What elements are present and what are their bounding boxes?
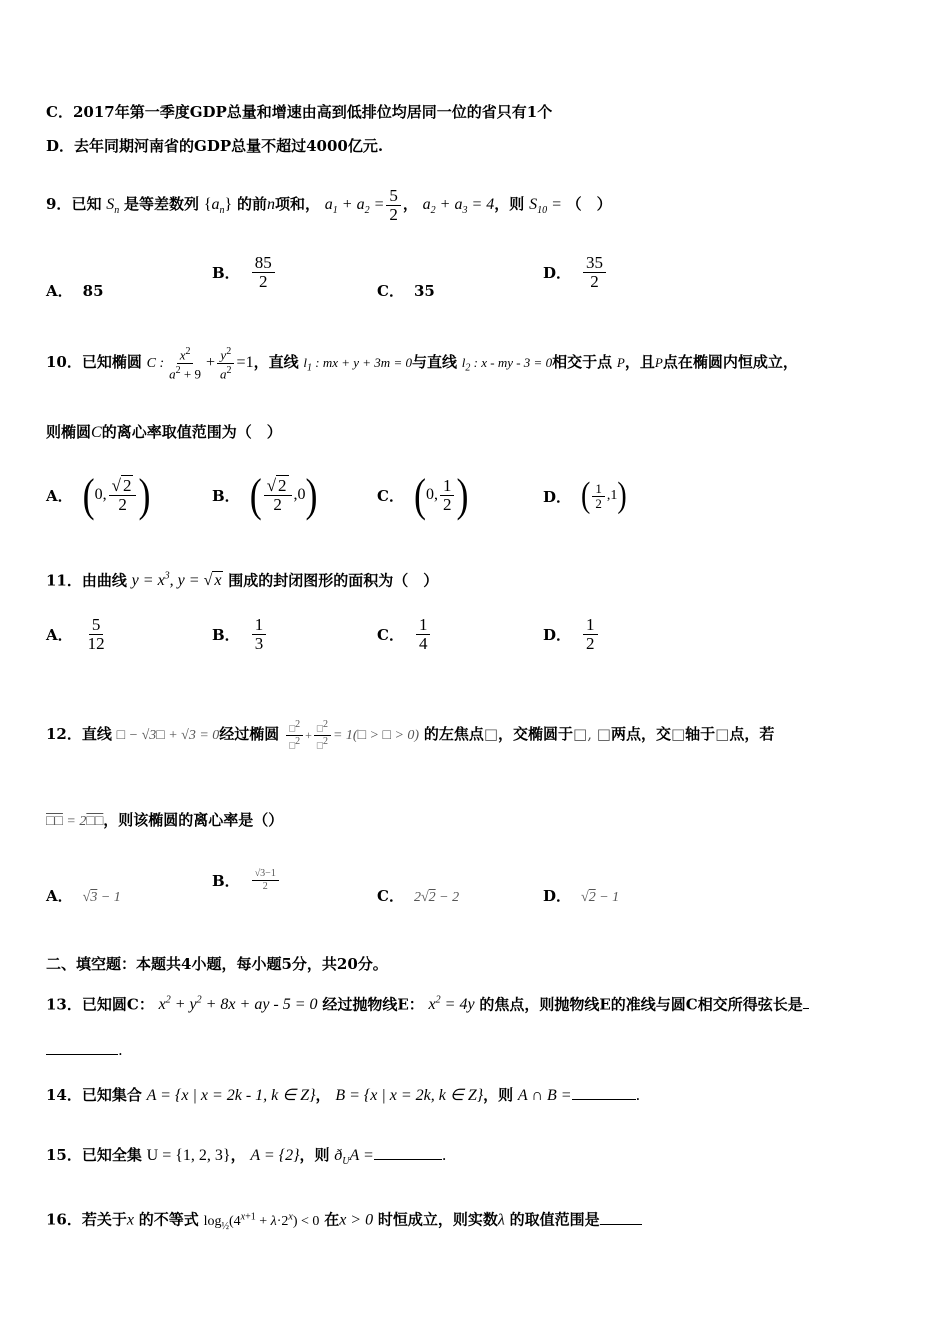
q16-answer-blank[interactable] xyxy=(600,1210,642,1225)
q9-option-d[interactable]: D． $\frac{35}{2}$ xyxy=(543,254,608,291)
math-circle: $x^2 + y^2 + 8x$ + ay - 5 = 0 xyxy=(158,995,318,1014)
q12-option-d[interactable]: D． √2 − 1 xyxy=(543,887,620,905)
q12-stem-2: □□ = 2□□，则该椭圆的离心率是（） xyxy=(46,811,284,829)
math-inequality: $\log_{\frac{1}{2}}(4^{x+1} + \lambda\cdot 2^x) < 0$ xyxy=(203,1211,320,1232)
q9-option-b[interactable]: B． $\frac{85}{2}$ xyxy=(212,254,277,291)
q8-option-c: C．2017年第一季度GDP总量和增速由高到低排位均居同一位的省只有1个 xyxy=(46,103,553,121)
math-parabola: $x^2 = 4y$ xyxy=(428,995,475,1014)
q9-option-c[interactable]: C． 35 xyxy=(377,282,435,300)
math-set-a2: A = {2} xyxy=(250,1147,300,1164)
math-set-b: B = {x | x = 2k, k ∈ Z} xyxy=(335,1087,484,1104)
q10-option-a[interactable]: A． (0, $\frac{√ 2}{2}$ ) xyxy=(46,469,151,521)
q12-option-a[interactable]: A． √3 − 1 xyxy=(46,887,121,905)
q10-option-c[interactable]: C． (0, $\frac{1}{2}$ ) xyxy=(377,469,469,521)
math-an: $\{a_n\}$ xyxy=(203,196,233,217)
q9-option-a[interactable]: A． 85 xyxy=(46,282,104,300)
math-cond1: $a_1 + a_2$ = xyxy=(324,196,385,217)
q9-stem: 9．已知 $S_n$ 是等差数列 $\{a_n\}$ 的前n项和， $a_1 + a_2$ = $\frac{5}{2}$ ， $a_2 + a_3 = 4$，则 $S_{10}$ = （ ） xyxy=(46,185,612,224)
math-curves: $y = x^3$, y = √ x xyxy=(131,571,222,590)
section-2-heading: 二、填空题：本题共4小题，每小题5分，共20分。 xyxy=(46,955,388,973)
q12-option-b[interactable]: B． $\frac{√3-1}{2}$ xyxy=(212,868,281,893)
q10-option-d[interactable]: D． ( $\frac{1}{2}$ ,1) xyxy=(543,475,627,516)
q11-stem: 11．由曲线 $y = x^3$, y = √ x 围成的封闭图形的面积为（ ） xyxy=(46,571,439,590)
q10-stem: 10．已知椭圆 C : $\frac{x^2}{a^2 + 9}$ + $\frac{y^2}{a^2}$ =1，直线 $l_1$ : mx + y + 3m = 0与直线 $l_2$ : x - my - 3 = 0相交于点 P，且P点在椭圆内恒成立， xyxy=(46,346,798,381)
q8-option-d: D．去年同期河南省的GDP总量不超过4000亿元. xyxy=(46,137,384,155)
q11-option-b[interactable]: B． $\frac{1}{3}$ xyxy=(212,616,268,653)
q11-option-c[interactable]: C． $\frac{1}{4}$ xyxy=(377,616,432,653)
math-set-a: A = {x | x = 2k - 1, k ∈ Z} xyxy=(146,1087,316,1104)
q13-stem: 13．已知圆C： $x^2 + y^2 + 8x$ + ay - 5 = 0 经过抛物线E： $x^2 = 4y$ 的焦点，则抛物线E的准线与圆C相交所得弦长是 xyxy=(46,986,809,1020)
q13-answer-blank-a[interactable] xyxy=(803,994,809,1009)
q15-answer-blank[interactable] xyxy=(374,1145,442,1160)
math-complement: $ð_UA$ = xyxy=(334,1147,374,1168)
q12-stem: 12．直线 □ − √3□ + √3 = 0经过椭圆 $\frac{□^2}{□^2}$ + $\frac{□^2}{□^2}$ = 1(□ > □ > 0) 的左焦点□，交椭圆于□, □两点，交□轴于□点，若 xyxy=(46,719,775,751)
q15-stem: 15．已知全集 U = {1, 2, 3}， A = {2}，则 $ð_UA$ = . xyxy=(46,1146,447,1168)
math-intersection: A ∩ B = xyxy=(517,1087,572,1104)
q11-option-a[interactable]: A． $\frac{5}{12}$ xyxy=(46,615,105,653)
q12-option-c[interactable]: C． 2√2 − 2 xyxy=(377,887,460,905)
math-cond2: $a_2 + a_3 = 4$ xyxy=(422,196,495,217)
q13-answer-line: . xyxy=(46,1040,123,1060)
q14-answer-blank[interactable] xyxy=(572,1085,636,1100)
math-sn: $S_n$ xyxy=(106,196,120,217)
q10-stem-2: 则椭圆C的离心率取值范围为（ ） xyxy=(46,423,282,441)
q13-answer-blank[interactable] xyxy=(46,1040,118,1055)
q14-stem: 14．已知集合 A = {x | x = 2k - 1, k ∈ Z}， B = {x | x = 2k, k ∈ Z}，则 A ∩ B = . xyxy=(46,1086,641,1104)
math-s10: $S_{10}$ = xyxy=(529,196,562,217)
q11-option-d[interactable]: D． $\frac{1}{2}$ xyxy=(543,616,600,653)
math-universal: U = {1, 2, 3} xyxy=(146,1147,231,1164)
q10-option-b[interactable]: B． ( $\frac{√ 2}{2}$ ,0) xyxy=(212,469,318,521)
q16-stem: 16．若关于x 的不等式 $\log_{\frac{1}{2}}(4^{x+1} + \lambda\cdot 2^x) < 0$ 在x > 0 时恒成立，则实数λ 的取值范围是 xyxy=(46,1200,642,1243)
